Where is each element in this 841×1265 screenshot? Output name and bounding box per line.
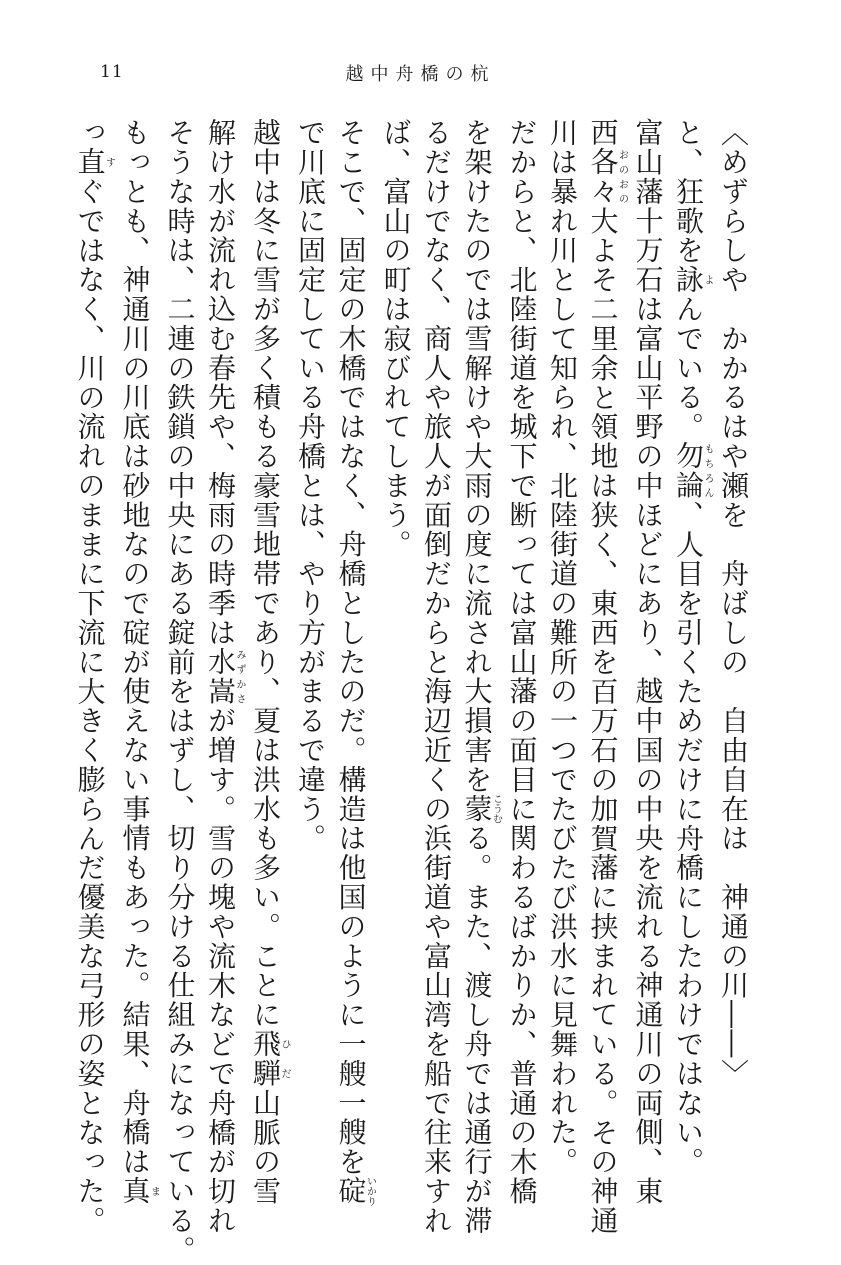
text-line (69, 118, 115, 1236)
text-segment: が増す。雪の塊や流木などで舟橋が切れ (204, 706, 237, 1236)
text-segment: るだけでなく、商人や旅人が面倒だからと海辺近くの浜街道や富山湾を船で往来すれ (420, 118, 453, 1236)
text-line (290, 118, 331, 1108)
text-line (245, 118, 290, 1206)
text-segment: ば、富山の町は寂びれてしまう。 (379, 118, 413, 559)
text-segment: もっとも、神通川の川底は砂地なので碇が使えない事情もあった。結果、舟橋は (118, 118, 152, 1177)
text-line (330, 118, 376, 1207)
ruby-annotation (73, 147, 115, 177)
ruby-base: 碇 (334, 1176, 368, 1207)
text-segment: る。また、渡し舟では通行が滞 (460, 823, 494, 1236)
ruby-base: 蒙 (460, 793, 494, 824)
text-segment: 越中は冬に雪が多く積もる豪雪地帯であり、夏は洪水も多い。ことに (249, 118, 282, 1030)
running-title: 越中舟橋の杭 (345, 64, 496, 85)
text-line (114, 118, 160, 1206)
ruby-base: 水嵩 (204, 647, 237, 707)
ruby-reading: おのおの (616, 147, 628, 207)
text-segment: ぐではなく、川の流れのままに下流に大きく膨らんだ優美な弓形の姿となった。 (73, 176, 107, 1236)
ruby-annotation (204, 647, 245, 707)
text-segment: 大よそ二里余と領地は狭く、東西を百万石の加賀藩に挟まれている。その神通 (586, 206, 620, 1236)
ruby-annotation (586, 147, 628, 207)
text-line (627, 118, 668, 1206)
body-text (69, 118, 753, 1265)
text-segment: そうな時は、二連の鉄鎖の中央にある錠前をはずし、切り分ける仕組みになっている。 (163, 118, 197, 1265)
ruby-base: 直 (73, 147, 107, 177)
text-line (668, 118, 713, 1177)
text-line (713, 118, 754, 1108)
text-line (159, 118, 200, 1265)
ruby-base: 勿論 (672, 441, 705, 501)
text-line (501, 118, 542, 1206)
text-segment: 西 (586, 118, 620, 148)
text-segment: そこで、固定の木橋ではなく、舟橋としたのだ。構造は他国のように一艘一艘を (334, 118, 368, 1177)
text-segment: と、狂歌を (672, 118, 705, 265)
text-segment: っ (73, 118, 107, 148)
ruby-reading: よ (702, 265, 713, 295)
ruby-base: 真 (118, 1176, 152, 1206)
text-line (416, 118, 457, 1236)
text-segment: 富山藩十万石は富山平野の中ほどにあり、越中国の中央を流れる神通川の両側、東 (631, 118, 665, 1206)
ruby-reading: ひだ (279, 1029, 290, 1089)
text-segment: 〈めずらしや かかるはや瀬を 舟ばしの 自由自在は 神通の川――〉 (717, 118, 750, 1089)
text-segment: んでいる。 (672, 294, 705, 442)
text-segment: だからと、北陸街道を城下で断っては富山藩の面目に関わるばかりか、普通の木橋 (505, 118, 539, 1206)
text-segment: を架けたのでは雪解けや大雨の度に流され大損害を (460, 118, 494, 795)
ruby-reading: みずかさ (234, 647, 245, 706)
ruby-base: 各々 (586, 147, 620, 207)
ruby-annotation (118, 1176, 160, 1206)
ruby-reading: ま (148, 1176, 160, 1206)
ruby-base: 詠 (672, 265, 705, 295)
text-line (542, 118, 583, 1177)
text-line (582, 118, 628, 1236)
ruby-annotation (334, 1176, 376, 1207)
text-segment: 解け水が流れ込む春先や、梅雨の時季は (204, 118, 237, 648)
ruby-annotation (460, 793, 502, 824)
page-number: 11 (100, 62, 124, 82)
ruby-annotation (249, 1029, 290, 1089)
text-line (375, 118, 416, 1108)
ruby-annotation (672, 265, 713, 295)
ruby-base: 飛騨 (249, 1029, 282, 1089)
text-segment: で川底に固定している舟橋とは、やり方がまるで違う。 (294, 118, 327, 853)
ruby-reading: もちろん (702, 441, 713, 501)
text-segment: 川は暴れ川として知られ、北陸街道の難所の一つでたびたび洪水に見舞われた。 (546, 118, 579, 1177)
text-segment: 山脈の雪 (249, 1088, 282, 1206)
text-line (200, 118, 245, 1236)
ruby-reading: いかり (364, 1176, 376, 1207)
ruby-reading: こうむ (490, 793, 502, 824)
text-segment: 、人目を引くためだけに舟橋にしたわけではない。 (672, 500, 705, 1177)
ruby-reading: す (103, 147, 115, 177)
text-line (456, 118, 502, 1236)
ruby-annotation (672, 441, 713, 501)
